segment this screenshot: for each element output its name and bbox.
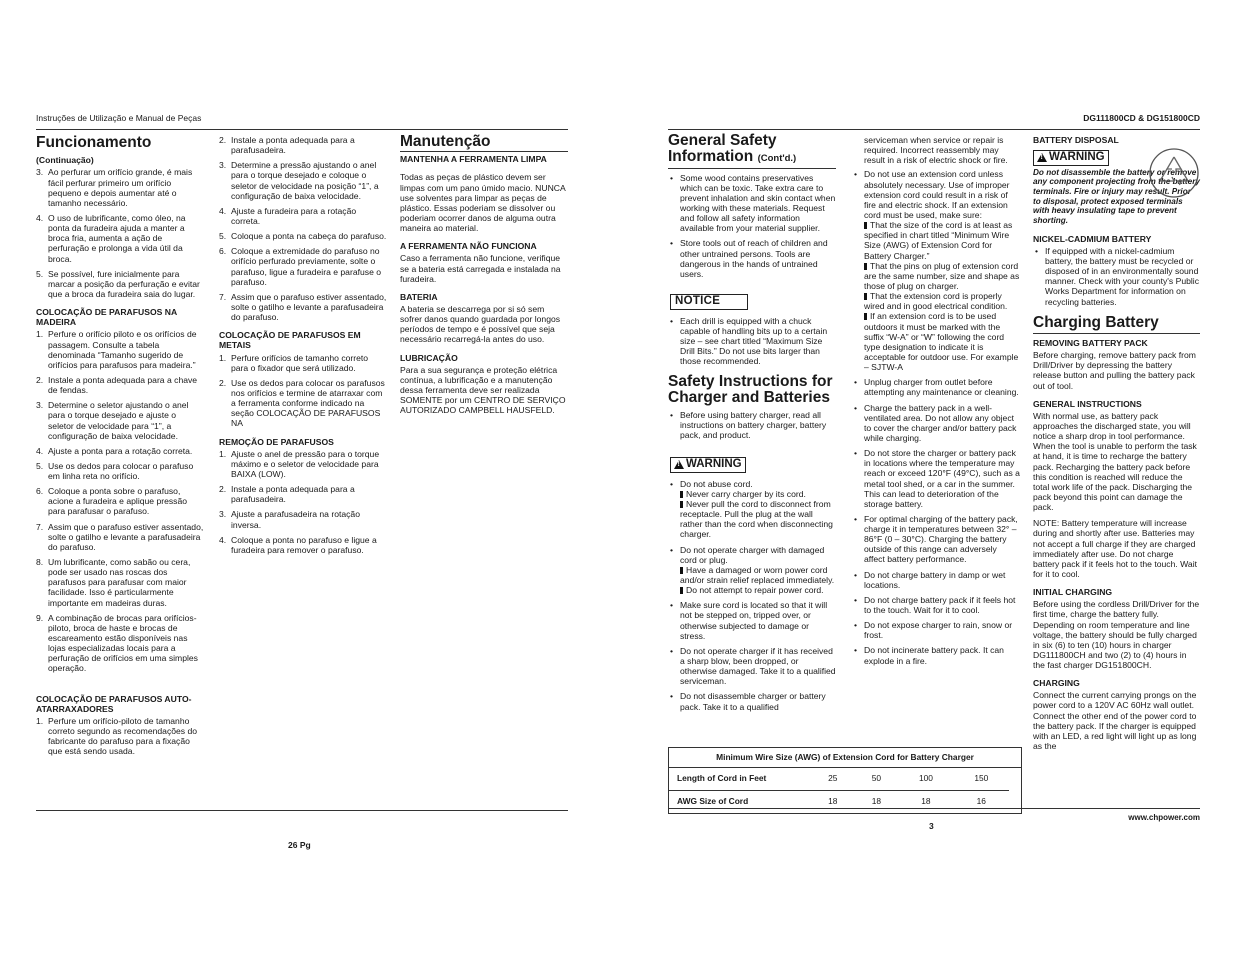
list-item bbox=[219, 246, 387, 287]
charging-text: Connect the current carrying prongs on the power cord to a 120V AC 60Hz wall outlet. Connect the other end of the power cord to the battery pack. If the charger is equipped with an LED, a red light will light up as long as the bbox=[1033, 690, 1197, 752]
bullet-item bbox=[668, 479, 836, 540]
recycle-icon bbox=[1148, 147, 1200, 199]
item-text: Charge the battery pack in a well-ventilated area. Do not allow any object to cover the charger and/or battery pack while charging. bbox=[864, 402, 1017, 443]
item-text: Do not disassemble charger or battery pack. Take it to a qualified bbox=[680, 691, 826, 712]
bullet-item bbox=[852, 448, 1020, 509]
list-item bbox=[36, 269, 204, 299]
en-column-2 bbox=[852, 135, 1020, 671]
item-text: Coloque a ponta no parafuso e ligue a furadeira para remover o parafuso. bbox=[231, 534, 377, 555]
list-item bbox=[36, 522, 204, 552]
list-item bbox=[36, 613, 204, 674]
item-text: Do not operate charger if it has received a sharp blow, been dropped, or otherwise damaged. Take it to a qualified serviceman. bbox=[680, 645, 836, 687]
item-text: O uso de lubrificante, como óleo, na ponta da furadeira ajuda a manter a broca fria, aumenta a ação de perfuração e prolonga a vida útil da broca. bbox=[48, 212, 186, 264]
item-text: Coloque a extremidade do parafuso no orifício perfurado previamente, solte o parafuso, ligue a furadeira e parafuse o parafuso. bbox=[231, 246, 382, 287]
initial-text: Before using the cordless Drill/Driver for the first time, charge the battery fully. Depending on room temperature and line voltage, the battery should be fully charged in six (6) to ten (10) hours in charger DG111800CH and two (2) to (4) hours in the fast charger DG151800CH. bbox=[1033, 599, 1200, 671]
note-text: NOTE: Battery temperature will increase during and shortly after use. Batteries may not accept a full charge if they are charged immediately after use. Do not charge battery pack if it feels hot to the touch. Wait for it to cool. bbox=[1033, 518, 1197, 579]
sic-title: Safety Instructions for Charger and Batteries bbox=[668, 373, 833, 407]
table-cell: 18 bbox=[921, 795, 931, 806]
list-item bbox=[219, 535, 387, 555]
list-item bbox=[36, 400, 204, 441]
item-number: 6. bbox=[219, 246, 227, 257]
sub-item-text: Do not attempt to repair power cord. bbox=[686, 585, 824, 596]
item-number: 1. bbox=[219, 352, 227, 363]
initial-heading: INITIAL CHARGING bbox=[1033, 587, 1113, 598]
nicad-heading: NICKEL-CADMIUM BATTERY bbox=[1033, 233, 1152, 244]
pt-auto-list bbox=[36, 716, 204, 757]
sic-list bbox=[668, 410, 836, 440]
table-cell: 150 bbox=[974, 772, 989, 783]
item-number: 2. bbox=[219, 377, 227, 388]
sub-item-text: Never pull the cord to disconnect from receptacle. Pull the plug at the wall rather than the cord when disconnecting charger. bbox=[680, 499, 833, 540]
item-number: 2. bbox=[219, 484, 227, 495]
item-text: Ajuste a furadeira para a rotação correta. bbox=[231, 205, 357, 226]
list-item bbox=[36, 329, 204, 370]
bullet-item bbox=[852, 570, 1020, 590]
square-bullet-icon bbox=[864, 313, 867, 320]
row-label: Length of Cord in Feet bbox=[677, 772, 767, 783]
disposal-block bbox=[1033, 147, 1200, 226]
list-item bbox=[219, 484, 387, 504]
pt-nowork-heading: A FERRAMENTA NÃO FUNCIONA bbox=[400, 241, 537, 252]
table-row bbox=[669, 790, 1009, 812]
item-text: Use os dedos para colocar os parafusos nos orifícios e termine de atarraxar com a ferramenta conforme indicado na seção COLOCAÇÃO DE PARAFUSOS NA bbox=[231, 377, 385, 429]
list-item bbox=[219, 353, 387, 373]
item-text: Determine a pressão ajustando o anel para o torque desejado e coloque o seletor de velocidade na posição “1”, a configuração de baixa velocidade. bbox=[231, 160, 379, 201]
sub-item-text: That the pins on plug of extension cord are the same number, size and shape as those of plug on charger. bbox=[864, 260, 1020, 291]
pt-wood-list bbox=[36, 329, 204, 673]
sub-item bbox=[680, 565, 836, 585]
item-number: 1. bbox=[36, 715, 44, 726]
item-number: 1. bbox=[219, 448, 227, 459]
extension-list bbox=[852, 169, 1020, 372]
item-text: Assim que o parafuso estiver assentado, solte o gatilho e levante a parafusadeira do parafuso. bbox=[48, 521, 204, 552]
item-number: 5. bbox=[36, 460, 44, 471]
table-cell: 100 bbox=[918, 772, 933, 783]
item-text: Before using battery charger, read all instructions on battery charger, battery pack, and product. bbox=[680, 409, 827, 441]
warning-list bbox=[668, 479, 836, 712]
disposal-warning-text: Do not disassemble the battery or remove any component projecting from the battery terminals. Fire or injury may result. Prior to disposal, protect exposed terminals with heavy insulating tape to prevent shorting. bbox=[1033, 167, 1200, 226]
item-text: Instale a ponta adequada para a parafusadeira. bbox=[231, 484, 355, 505]
list-item bbox=[219, 231, 387, 241]
wire-table-title: Minimum Wire Size (AWG) of Extension Cord for Battery Charger bbox=[669, 748, 1021, 768]
pt-nowork-text: Caso a ferramenta não funcione, verifique se a bateria está carregada e instalada na furadeira. bbox=[400, 253, 561, 284]
pt-wood-heading: COLOCAÇÃO DE PARAFUSOS NA MADEIRA bbox=[36, 307, 177, 328]
pt-metal-heading: COLOCAÇÃO DE PARAFUSOS EM METAIS bbox=[219, 330, 361, 351]
sub-item-text: If an extension cord is to be used outdoors it must be marked with the suffix “W-A” or “W” following the cord type designation to indicate it is acceptable for outdoor use. For example – SJTW-A bbox=[864, 311, 1019, 373]
disposal-warning-label: WARNING bbox=[1049, 151, 1105, 164]
item-number: 1. bbox=[36, 329, 44, 340]
item-text: Perfure orifícios de tamanho correto para o fixador que será utilizado. bbox=[231, 352, 369, 373]
disposal-heading: BATTERY DISPOSAL bbox=[1033, 135, 1119, 145]
item-text: Um lubrificante, como sabão ou cera, pode ser usado nas roscas dos parafusos para parafusar com maior facilidade. Isso é particularmente importante em madeiras duras. bbox=[48, 557, 191, 608]
item-text: Do not incinerate battery pack. It can explode in a fire. bbox=[864, 645, 1004, 666]
list-item bbox=[219, 206, 387, 226]
square-bullet-icon bbox=[680, 567, 683, 574]
pt-maint-title: Manutenção bbox=[400, 134, 568, 152]
sub-item bbox=[680, 489, 836, 499]
remove-text: Before charging, remove battery pack from Drill/Driver by depressing the battery release button and pulling the battery pack out of tool. bbox=[1033, 350, 1196, 391]
pt-col2-list bbox=[219, 135, 387, 322]
list-item bbox=[219, 135, 387, 155]
item-text: Perfure um orifício-piloto de tamanho correto segundo as recomendações do fabricante do parafuso para a fixação que está sendo usada. bbox=[48, 715, 198, 757]
nicad-list bbox=[1033, 246, 1200, 307]
item-number: 2. bbox=[36, 374, 44, 385]
bottom-rule-right bbox=[668, 808, 1200, 809]
list-item bbox=[219, 160, 387, 201]
bullet-item bbox=[852, 377, 1020, 397]
item-text: Unplug charger from outlet before attempting any maintenance or cleaning. bbox=[864, 377, 1019, 398]
pt-auto-heading: COLOCAÇÃO DE PARAFUSOS AUTO-ATARRAXADORES bbox=[36, 693, 192, 714]
wire-table-body bbox=[669, 768, 1009, 813]
col4-continuation: serviceman when service or repair is required. Incorrect reassembly may result in a risk of electric shock or fire. bbox=[864, 135, 1008, 166]
item-text: Ajuste a ponta para a rotação correta. bbox=[48, 445, 193, 456]
charging-heading: CHARGING bbox=[1033, 678, 1080, 689]
bullet-item bbox=[668, 600, 836, 641]
pt-list-a bbox=[36, 167, 204, 299]
square-bullet-icon bbox=[680, 501, 683, 508]
item-text: Assim que o parafuso estiver assentado, solte o gatilho e levante a parafusadeira do parafuso. bbox=[231, 291, 387, 323]
pt-battery-heading: BATERIA bbox=[400, 291, 438, 302]
bullet-item bbox=[852, 169, 1020, 372]
row-label: AWG Size of Cord bbox=[677, 795, 749, 806]
item-text: Ajuste o anel de pressão para o torque máximo e o seletor de velocidade para BAIXA (LOW). bbox=[231, 448, 380, 479]
item-text: Instale a ponta adequada para a parafusadeira. bbox=[231, 135, 355, 156]
square-bullet-icon bbox=[864, 263, 867, 270]
table-cell: 25 bbox=[828, 772, 838, 783]
item-text: If equipped with a nickel-cadmium battery, the battery must be recycled or disposed of in an environmentally sound manner. Check with your county's Public Works Department for information on recycling batteries. bbox=[1045, 245, 1200, 307]
item-number: 9. bbox=[36, 612, 44, 623]
list-item bbox=[219, 449, 387, 479]
list-item bbox=[219, 292, 387, 322]
list-item bbox=[36, 446, 204, 456]
bullet-item bbox=[668, 545, 836, 596]
top-rule-left bbox=[36, 129, 568, 130]
header-left: Instruções de Utilização e Manual de Peças bbox=[36, 113, 202, 123]
item-text: Determine o seletor ajustando o anel para o torque desejado e ajuste o seletor de velocidade para “1”, a configuração de baixa velocidade. bbox=[48, 400, 189, 441]
item-number: 6. bbox=[36, 486, 44, 497]
item-number: 3. bbox=[36, 167, 44, 178]
pt-column-2 bbox=[219, 135, 387, 560]
list-item bbox=[36, 557, 204, 608]
square-bullet-icon bbox=[864, 222, 867, 229]
gsi-title-text: General Safety Information bbox=[668, 132, 777, 166]
item-number: 8. bbox=[36, 557, 44, 568]
wire-size-table bbox=[668, 747, 1022, 814]
item-number: 2. bbox=[219, 135, 227, 145]
warning-label: WARNING bbox=[686, 458, 742, 471]
bullet-item bbox=[668, 316, 836, 367]
table-row bbox=[669, 768, 1009, 790]
list-item bbox=[36, 461, 204, 481]
bullet-item bbox=[668, 646, 836, 687]
sub-item bbox=[864, 291, 1020, 311]
notice-badge: NOTICE bbox=[670, 294, 748, 310]
list-item bbox=[36, 213, 204, 264]
sub-item bbox=[680, 499, 836, 540]
item-number: 4. bbox=[36, 212, 44, 223]
table-cell: 50 bbox=[871, 772, 882, 783]
pt-remove-list bbox=[219, 449, 387, 555]
pt-maint-heading: MANTENHA A FERRAMENTA LIMPA bbox=[400, 154, 547, 165]
sub-item-text: That the size of the cord is at least as specified in chart titled “Minimum Wire Size (AWG) of Extension Cord for Battery Charger.” bbox=[864, 220, 1013, 261]
charger-safety-list bbox=[852, 377, 1020, 666]
list-item bbox=[36, 716, 204, 757]
pt-column-1 bbox=[36, 135, 204, 761]
sub-item-text: Never carry charger by its cord. bbox=[686, 488, 806, 499]
bullet-item bbox=[852, 403, 1020, 444]
sub-item-text: Have a damaged or worn power cord and/or strain relief replaced immediately. bbox=[680, 564, 835, 585]
item-text: Ajuste a parafusadeira na rotação inversa. bbox=[231, 509, 360, 530]
item-text: Do not expose charger to rain, snow or frost. bbox=[864, 620, 1013, 641]
bottom-rule-left bbox=[36, 810, 568, 811]
bullet-item bbox=[852, 595, 1020, 615]
pt-lube-heading: LUBRICAÇÃO bbox=[400, 352, 458, 363]
gsi-list bbox=[668, 173, 836, 279]
square-bullet-icon bbox=[680, 587, 683, 594]
bullet-item bbox=[852, 620, 1020, 640]
item-text: Do not charge battery pack if it feels hot to the touch. Wait for it to cool. bbox=[864, 594, 1016, 616]
bullet-item bbox=[668, 410, 836, 440]
pt-maint-text: Todas as peças de plástico devem ser limpas com um pano úmido macio. NUNCA use solventes para limpar as peças de plástico. Essas poderiam se dissolver ou poderiam ocorrer danos de alguma outra maneira ao material. bbox=[400, 172, 566, 234]
bullet-item bbox=[1033, 246, 1200, 307]
notice-list bbox=[668, 316, 836, 367]
gsi-title bbox=[668, 133, 836, 169]
item-number: 4. bbox=[219, 205, 227, 216]
item-number: 3. bbox=[219, 160, 227, 171]
header-right: DG111800CD & DG151800CD bbox=[1083, 113, 1200, 123]
item-text: Do not store the charger or battery pack in locations where the temperature may reach or exceed 120°F (49°C), such as a metal tool shed, or a car in the summer. This can lead to deterioration of the storage battery. bbox=[864, 448, 1020, 509]
item-number: 7. bbox=[36, 521, 44, 532]
item-text: Ao perfurar um orifício grande, é mais fácil perfurar primeiro um orifício pequeno e depois aumentar até o tamanho necessário. bbox=[48, 167, 193, 208]
item-text: Store tools out of reach of children and other untrained persons. Tools are dangerous in the hands of untrained users. bbox=[680, 238, 828, 279]
sub-item bbox=[864, 261, 1020, 291]
item-text: Coloque a ponta na cabeça do parafuso. bbox=[231, 231, 387, 242]
en-column-3 bbox=[1033, 135, 1200, 757]
table-cell: 18 bbox=[828, 795, 838, 806]
item-text: Each drill is equipped with a chuck capable of handling bits up to a certain size – see chart titled “Maximum Size Drill Bits.” Do not use bits larger than those recommended. bbox=[680, 315, 828, 367]
list-item bbox=[36, 375, 204, 395]
pt-title: Funcionamento bbox=[36, 134, 152, 151]
item-number: 4. bbox=[36, 445, 44, 456]
pt-metal-list bbox=[219, 353, 387, 429]
remove-heading: REMOVING BATTERY PACK bbox=[1033, 337, 1148, 348]
item-text: For optimal charging of the battery pack, charge it in temperatures between 32° – 86°F (0 – 30°C). Charging the battery outside of this range can adversely affect battery performance. bbox=[864, 513, 1018, 565]
square-bullet-icon bbox=[864, 293, 867, 300]
general-text: With normal use, as battery pack approaches the discharged state, you will notice a sharp drop in tool performance. When the tool is unable to perform the task at hand, it is time to recharge the battery pack. Recharging the battery pack before this condition is reached will reduce the total work life of the pack. Discharging the pack beyond this point can damage the pack. bbox=[1033, 410, 1197, 513]
item-number: 3. bbox=[219, 509, 227, 520]
bullet-item bbox=[852, 645, 1020, 665]
top-rule-right bbox=[668, 129, 1200, 130]
left-page-number: 26 Pg bbox=[288, 840, 311, 850]
general-heading: GENERAL INSTRUCTIONS bbox=[1033, 398, 1142, 409]
table-cell: 16 bbox=[976, 795, 986, 806]
bullet-item bbox=[668, 173, 836, 234]
item-text: A combinação de brocas para orifícios-piloto, broca de haste e brocas de escareamento estão disponíveis nas lojas especializadas locais para a perfuração de orifícios em uma simples operação. bbox=[48, 612, 198, 674]
list-item bbox=[219, 509, 387, 529]
pt-subtitle: (Continuação) bbox=[36, 155, 94, 166]
disposal-warning-badge bbox=[1033, 150, 1109, 166]
pt-lube-text: Para a sua segurança e proteção elétrica contínua, a lubrificação e a manutenção dessa ferramenta deve ser realizada SOMENTE por um CENTRO DE SERVIÇO AUTORIZADO CAMPBELL HAUSFELD. bbox=[400, 364, 566, 416]
sub-item bbox=[864, 220, 1020, 261]
en-column-1 bbox=[668, 133, 836, 717]
list-item bbox=[36, 486, 204, 516]
website: www.chpower.com bbox=[1128, 813, 1200, 822]
square-bullet-icon bbox=[680, 491, 683, 498]
pt-battery-text: A bateria se descarrega por si só sem sofrer danos quando guardada por longos períodos de tempo e é possível que seja necessário recarregá-la antes do uso. bbox=[400, 303, 561, 345]
item-number: 7. bbox=[219, 291, 227, 302]
item-text: Do not use an extension cord unless absolutely necessary. Use of improper extension cord could result in a risk of fire and electric shock. If an extension cord must be used, make sure: bbox=[864, 169, 1010, 220]
table-cell: 18 bbox=[871, 795, 882, 806]
pt-column-3 bbox=[400, 134, 568, 421]
item-number: 5. bbox=[36, 268, 44, 279]
warning-triangle-icon bbox=[1037, 153, 1047, 162]
right-page-number: 3 bbox=[929, 821, 934, 831]
item-number: 5. bbox=[219, 231, 227, 242]
bullet-item bbox=[668, 238, 836, 279]
sub-item-text: That the extension cord is properly wired and in good electrical condition. bbox=[864, 291, 1008, 312]
item-text: Perfure o orifício piloto e os orifícios de passagem. Consulte a tabela denominada “Tamanho sugerido de orifícios para parafusos para madeira.” bbox=[48, 329, 197, 370]
warning-badge bbox=[670, 457, 746, 473]
pt-remove-heading: REMOÇÃO DE PARAFUSOS bbox=[219, 436, 334, 447]
bullet-item bbox=[852, 514, 1020, 565]
bullet-item bbox=[668, 691, 836, 711]
list-item bbox=[36, 167, 204, 208]
item-text: Instale a ponta adequada para a chave de fendas. bbox=[48, 374, 198, 396]
item-number: 3. bbox=[36, 400, 44, 411]
item-text: Use os dedos para colocar o parafuso em linha reta no orifício. bbox=[48, 460, 194, 482]
list-item bbox=[219, 378, 387, 429]
item-text: Do not charge battery in damp or wet locations. bbox=[864, 569, 1006, 590]
item-text: Some wood contains preservatives which can be toxic. Take extra care to prevent inhalation and skin contact when working with these materials. Request and follow all safety information available from your material supplier. bbox=[680, 172, 836, 234]
item-text: Do not operate charger with damaged cord or plug. bbox=[680, 544, 825, 565]
charging-title: Charging Battery bbox=[1033, 315, 1200, 334]
item-number: 4. bbox=[219, 534, 227, 545]
warning-triangle-icon bbox=[674, 460, 684, 469]
sub-item bbox=[864, 311, 1020, 372]
item-text: Do not abuse cord. bbox=[680, 478, 753, 489]
gsi-cont: (Cont'd.) bbox=[757, 153, 797, 165]
item-text: Coloque a ponta sobre o parafuso, acione a furadeira e aplique pressão para parafusar o parafuso. bbox=[48, 486, 188, 517]
item-text: Make sure cord is located so that it will not be stepped on, tripped over, or otherwise subjected to damage or stress. bbox=[680, 600, 828, 641]
sub-item bbox=[680, 585, 836, 595]
item-text: Se possível, fure inicialmente para marcar a posição da perfuração e evitar que a broca da furadeira saia do lugar. bbox=[48, 268, 200, 299]
